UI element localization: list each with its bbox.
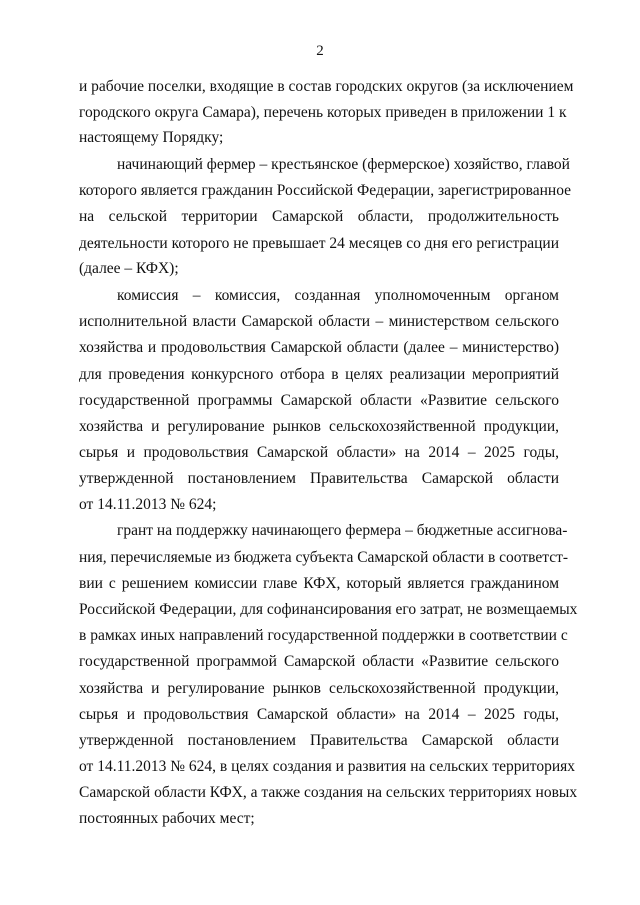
text-line: постоянных рабочих мест;: [79, 810, 255, 827]
text-line: на сельской территории Самарской области, продолжительность: [79, 208, 559, 225]
text-line: городского округа Самара), перечень которых приведен в приложении 1 к: [79, 104, 567, 121]
text-line: хозяйства и продовольствия Самарской области (далее – министерство): [79, 339, 559, 356]
text-line: утвержденной постановлением Правительства Самарской области: [79, 732, 559, 749]
text-line: государственной программой Самарской области «Развитие сельского: [79, 653, 559, 670]
text-line: сырья и продовольствия Самарской области» на 2014 – 2025 годы,: [79, 444, 559, 461]
text-line: утвержденной постановлением Правительства Самарской области: [79, 470, 559, 487]
page-number: 2: [316, 43, 324, 59]
text-line: начинающий фермер – крестьянское (фермерское) хозяйство, главой: [117, 156, 570, 173]
text-line: от 14.11.2013 № 624, в целях создания и развития на сельских территориях: [79, 758, 576, 775]
text-line: деятельности которого не превышает 24 месяцев со дня его регистрации: [79, 235, 559, 252]
text-line: (далее – КФХ);: [79, 260, 179, 277]
text-line: которого является гражданин Российской Федерации, зарегистрированное: [79, 182, 572, 199]
text-line: государственной программы Самарской области «Развитие сельского: [79, 392, 559, 409]
text-line: настоящему Порядку;: [79, 129, 224, 146]
text-line: и рабочие поселки, входящие в состав городских округов (за исключением: [79, 78, 574, 95]
text-line: исполнительной власти Самарской области – министерством сельского: [79, 313, 559, 330]
text-line: сырья и продовольствия Самарской области» на 2014 – 2025 годы,: [79, 706, 559, 723]
text-line: ния, перечисляемые из бюджета субъекта Самарской области в соответст-: [79, 549, 569, 566]
text-line: в рамках иных направлений государственной поддержки в соответствии с: [79, 627, 568, 644]
text-line: комиссия – комиссия, созданная уполномоченным органом: [117, 287, 559, 304]
text-line: вии с решением комиссии главе КФХ, который является гражданином: [79, 575, 559, 592]
text-line: Российской Федерации, для софинансирования его затрат, не возмещаемых: [79, 601, 578, 618]
text-line: грант на поддержку начинающего фермера – бюджетные ассигнова-: [117, 522, 568, 539]
text-line: от 14.11.2013 № 624;: [79, 496, 217, 513]
text-line: Самарской области КФХ, а также создания на сельских территориях новых: [79, 784, 578, 801]
text-line: хозяйства и регулирование рынков сельскохозяйственной продукции,: [79, 418, 559, 435]
text-line: хозяйства и регулирование рынков сельскохозяйственной продукции,: [79, 680, 559, 697]
text-line: для проведения конкурсного отбора в целях реализации мероприятий: [79, 366, 559, 383]
